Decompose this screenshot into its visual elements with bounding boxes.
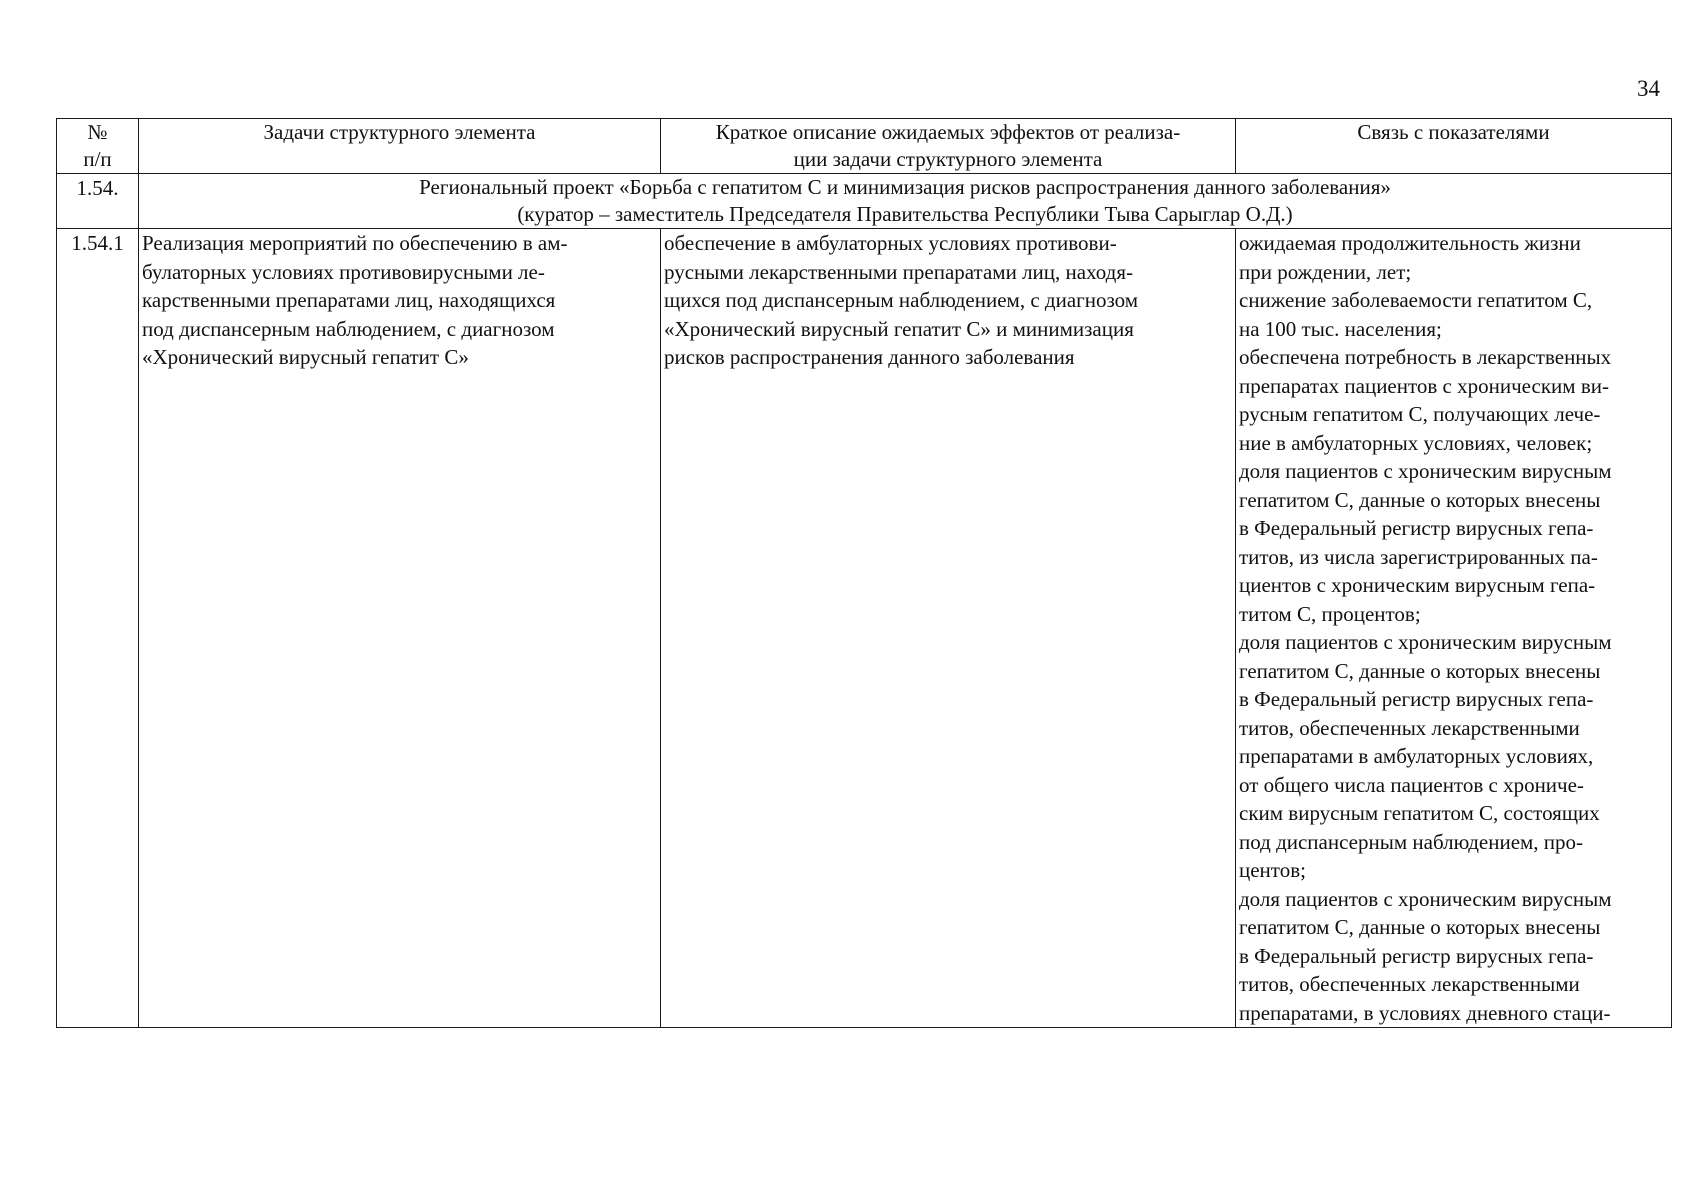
indicator-line: гепатитом С, данные о которых внесены: [1239, 915, 1601, 939]
indicator-line: снижение заболеваемости гепатитом С,: [1239, 288, 1593, 312]
indicator-line: русным гепатитом С, получающих лече-: [1239, 402, 1601, 426]
task-line: под диспансерным наблюдением, с диагнозом: [142, 316, 555, 341]
row-task: [139, 229, 661, 1028]
indicator-line: титов, обеспеченных лекарственными: [1239, 715, 1580, 740]
indicator-line: титов, из числа зарегистрированных па-: [1239, 544, 1598, 569]
indicator-line: препаратами, в условиях дневного стаци-: [1239, 1000, 1611, 1025]
indicator-line: обеспечена потребность в лекарственных: [1239, 345, 1612, 369]
header-tasks-line: Задачи структурного элемента: [263, 120, 536, 144]
header-effects-line: ции задачи структурного элемента: [793, 147, 1103, 171]
row-effect: [661, 229, 1236, 1028]
effect-line: рисков распространения данного заболевания: [664, 345, 1075, 369]
indicator-line: гепатитом С, данные о которых внесены: [1239, 658, 1601, 683]
task-line: карственными препаратами лиц, находящихся: [142, 288, 556, 312]
section-title-line: Региональный проект «Борьба с гепатитом С и минимизация рисков распространения данного заболевания»: [419, 175, 1391, 199]
effect-line: обеспечение в амбулаторных условиях противови-: [664, 231, 1117, 255]
header-effects: [661, 119, 1236, 174]
indicator-line: доля пациентов с хроническим вирусным: [1239, 630, 1612, 654]
indicator-line: под диспансерным наблюдением, про-: [1239, 829, 1584, 854]
row-number: 1.54.1: [57, 229, 139, 1028]
indicator-line: ским вирусным гепатитом С, состоящих: [1239, 801, 1600, 825]
indicator-line: препаратами в амбулаторных условиях,: [1239, 744, 1594, 768]
indicator-line: от общего числа пациентов с хрониче-: [1239, 772, 1584, 797]
section-row: [57, 174, 1672, 229]
table-row: [57, 229, 1672, 1028]
indicator-line: циентов с хроническим вирусным гепа-: [1239, 573, 1596, 597]
header-indicators: [1236, 119, 1672, 174]
section-title-line: (куратор – заместитель Председателя Правительства Республики Тыва Сарыглар О.Д.): [517, 202, 1293, 226]
header-effects-line: Краткое описание ожидаемых эффектов от реализа-: [715, 120, 1181, 144]
section-number: 1.54.: [57, 174, 139, 229]
indicator-line: ние в амбулаторных условиях, человек;: [1239, 430, 1593, 455]
indicator-line: гепатитом С, данные о которых внесены: [1239, 487, 1601, 512]
indicator-line: в Федеральный регистр вирусных гепа-: [1239, 687, 1594, 711]
task-line: «Хронический вирусный гепатит С»: [142, 345, 469, 369]
indicator-line: титов, обеспеченных лекарственными: [1239, 972, 1580, 996]
row-indicators: [1236, 229, 1672, 1028]
indicator-line: на 100 тыс. населения;: [1239, 316, 1442, 341]
indicator-line: препаратах пациентов с хроническим ви-: [1239, 373, 1609, 398]
page-number: 34: [1637, 76, 1660, 101]
section-title: [139, 174, 1672, 229]
structural-element-table: [56, 118, 1672, 1028]
indicator-line: в Федеральный регистр вирусных гепа-: [1239, 943, 1594, 968]
header-num-line: п/п: [83, 147, 112, 171]
effect-line: русными лекарственными препаратами лиц, находя-: [664, 259, 1134, 284]
table-header-row: [57, 119, 1672, 174]
header-num-line: №: [87, 120, 108, 144]
indicator-line: доля пациентов с хроническим вирусным: [1239, 459, 1612, 483]
indicator-line: при рождении, лет;: [1239, 259, 1412, 284]
indicator-line: в Федеральный регистр вирусных гепа-: [1239, 516, 1594, 540]
task-line: Реализация мероприятий по обеспечению в ам-: [142, 231, 568, 255]
indicator-line: титом С, процентов;: [1239, 601, 1421, 626]
header-tasks: [139, 119, 661, 174]
effect-line: «Хронический вирусный гепатит С» и минимизация: [664, 316, 1134, 341]
header-num: [57, 119, 139, 174]
indicator-line: центов;: [1239, 858, 1306, 882]
header-indicators-line: Связь с показателями: [1357, 120, 1550, 144]
task-line: булаторных условиях противовирусными ле-: [142, 259, 545, 284]
indicator-line: ожидаемая продолжительность жизни: [1239, 231, 1581, 255]
effect-line: щихся под диспансерным наблюдением, с диагнозом: [664, 288, 1139, 312]
indicator-line: доля пациентов с хроническим вирусным: [1239, 886, 1612, 911]
